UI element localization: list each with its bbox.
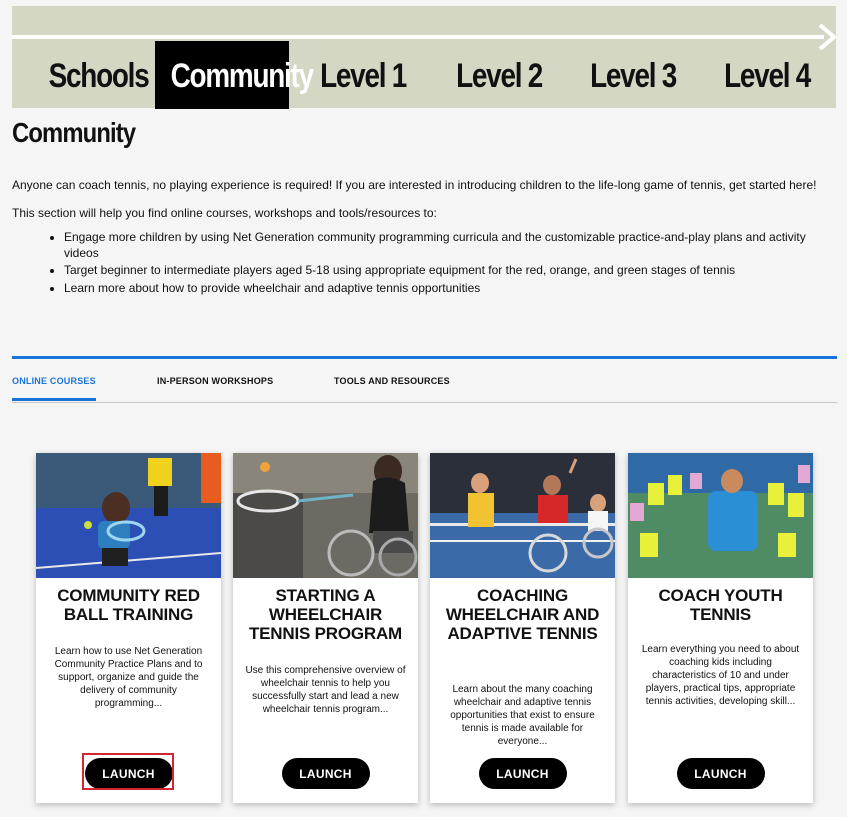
launch-button[interactable]: LAUNCH bbox=[677, 758, 765, 789]
bullet-item: • Target beginner to intermediate players aged 5-18 using appropriate equipment for the red, orange, and green stages of tennis bbox=[64, 263, 832, 279]
course-description: Learn about the many coaching wheelchair and adaptive tennis opportunities that exist to ensure tennis is made available for everyone... bbox=[450, 684, 595, 747]
tab-online-courses[interactable]: ONLINE COURSES bbox=[12, 376, 96, 401]
tabs-divider bbox=[12, 402, 837, 403]
level-tab-schools[interactable]: Schools bbox=[48, 57, 149, 95]
course-tabs bbox=[12, 356, 837, 405]
course-description: Use this comprehensive overview of wheelchair tennis to help you successfully start and lead a new wheelchair tennis program... bbox=[245, 665, 406, 715]
bullet-item: • Engage more children by using Net Generation community programming curricula and the customizable practice-and-play plans and activity videos bbox=[64, 230, 832, 261]
level-tab-community-label: Community bbox=[170, 57, 313, 95]
nav-rail bbox=[12, 35, 824, 39]
course-title: COACHING WHEELCHAIR AND ADAPTIVE TENNIS bbox=[445, 586, 600, 643]
course-image-adaptive-tennis bbox=[430, 453, 615, 578]
course-title: COMMUNITY RED BALL TRAINING bbox=[57, 586, 200, 624]
course-image-red-ball bbox=[36, 453, 221, 578]
section-lead: This section will help you find online courses, workshops and tools/resources to: bbox=[12, 205, 437, 220]
bullet-item: • Learn more about how to provide wheelchair and adaptive tennis opportunities bbox=[64, 281, 832, 297]
course-title: STARTING A WHEELCHAIR TENNIS PROGRAM bbox=[248, 586, 403, 643]
course-image-wheelchair-program bbox=[233, 453, 418, 578]
page-title: Community bbox=[12, 117, 136, 148]
course-card bbox=[430, 453, 615, 803]
course-image-coach-youth bbox=[628, 453, 813, 578]
launch-button[interactable]: LAUNCH bbox=[85, 758, 173, 789]
tab-tools-and-resources[interactable]: TOOLS AND RESOURCES bbox=[334, 376, 450, 386]
launch-highlight-box bbox=[82, 753, 174, 790]
tab-in-person-workshops[interactable]: IN-PERSON WORKSHOPS bbox=[157, 376, 274, 386]
level-tab-level-1[interactable]: Level 1 bbox=[320, 57, 407, 95]
level-tab-level-3[interactable]: Level 3 bbox=[590, 57, 677, 95]
bullet-list bbox=[12, 230, 832, 296]
level-tab-level-2[interactable]: Level 2 bbox=[456, 57, 543, 95]
level-navigation bbox=[12, 6, 836, 108]
launch-button[interactable]: LAUNCH bbox=[282, 758, 370, 789]
level-tab-level-4[interactable]: Level 4 bbox=[724, 57, 811, 95]
launch-button[interactable]: LAUNCH bbox=[479, 758, 567, 789]
course-description: Learn everything you need to about coaching kids including characteristics of 10 and under players, practical tips, appropriate tennis activities, developing skill... bbox=[641, 644, 800, 707]
intro-text: Anyone can coach tennis, no playing experience is required! If you are interested in introducing children to the life-long game of tennis, get started here! bbox=[12, 178, 817, 192]
course-card bbox=[233, 453, 418, 803]
course-card bbox=[36, 453, 221, 803]
course-description: Learn how to use Net Generation Community Practice Plans and to support, organize and guide the delivery of community programming... bbox=[54, 646, 203, 709]
level-tab-community[interactable] bbox=[155, 41, 313, 109]
chevron-right-icon[interactable] bbox=[812, 22, 842, 52]
course-card bbox=[628, 453, 813, 803]
course-title: COACH YOUTH TENNIS bbox=[658, 586, 783, 624]
intro-section bbox=[12, 178, 832, 298]
